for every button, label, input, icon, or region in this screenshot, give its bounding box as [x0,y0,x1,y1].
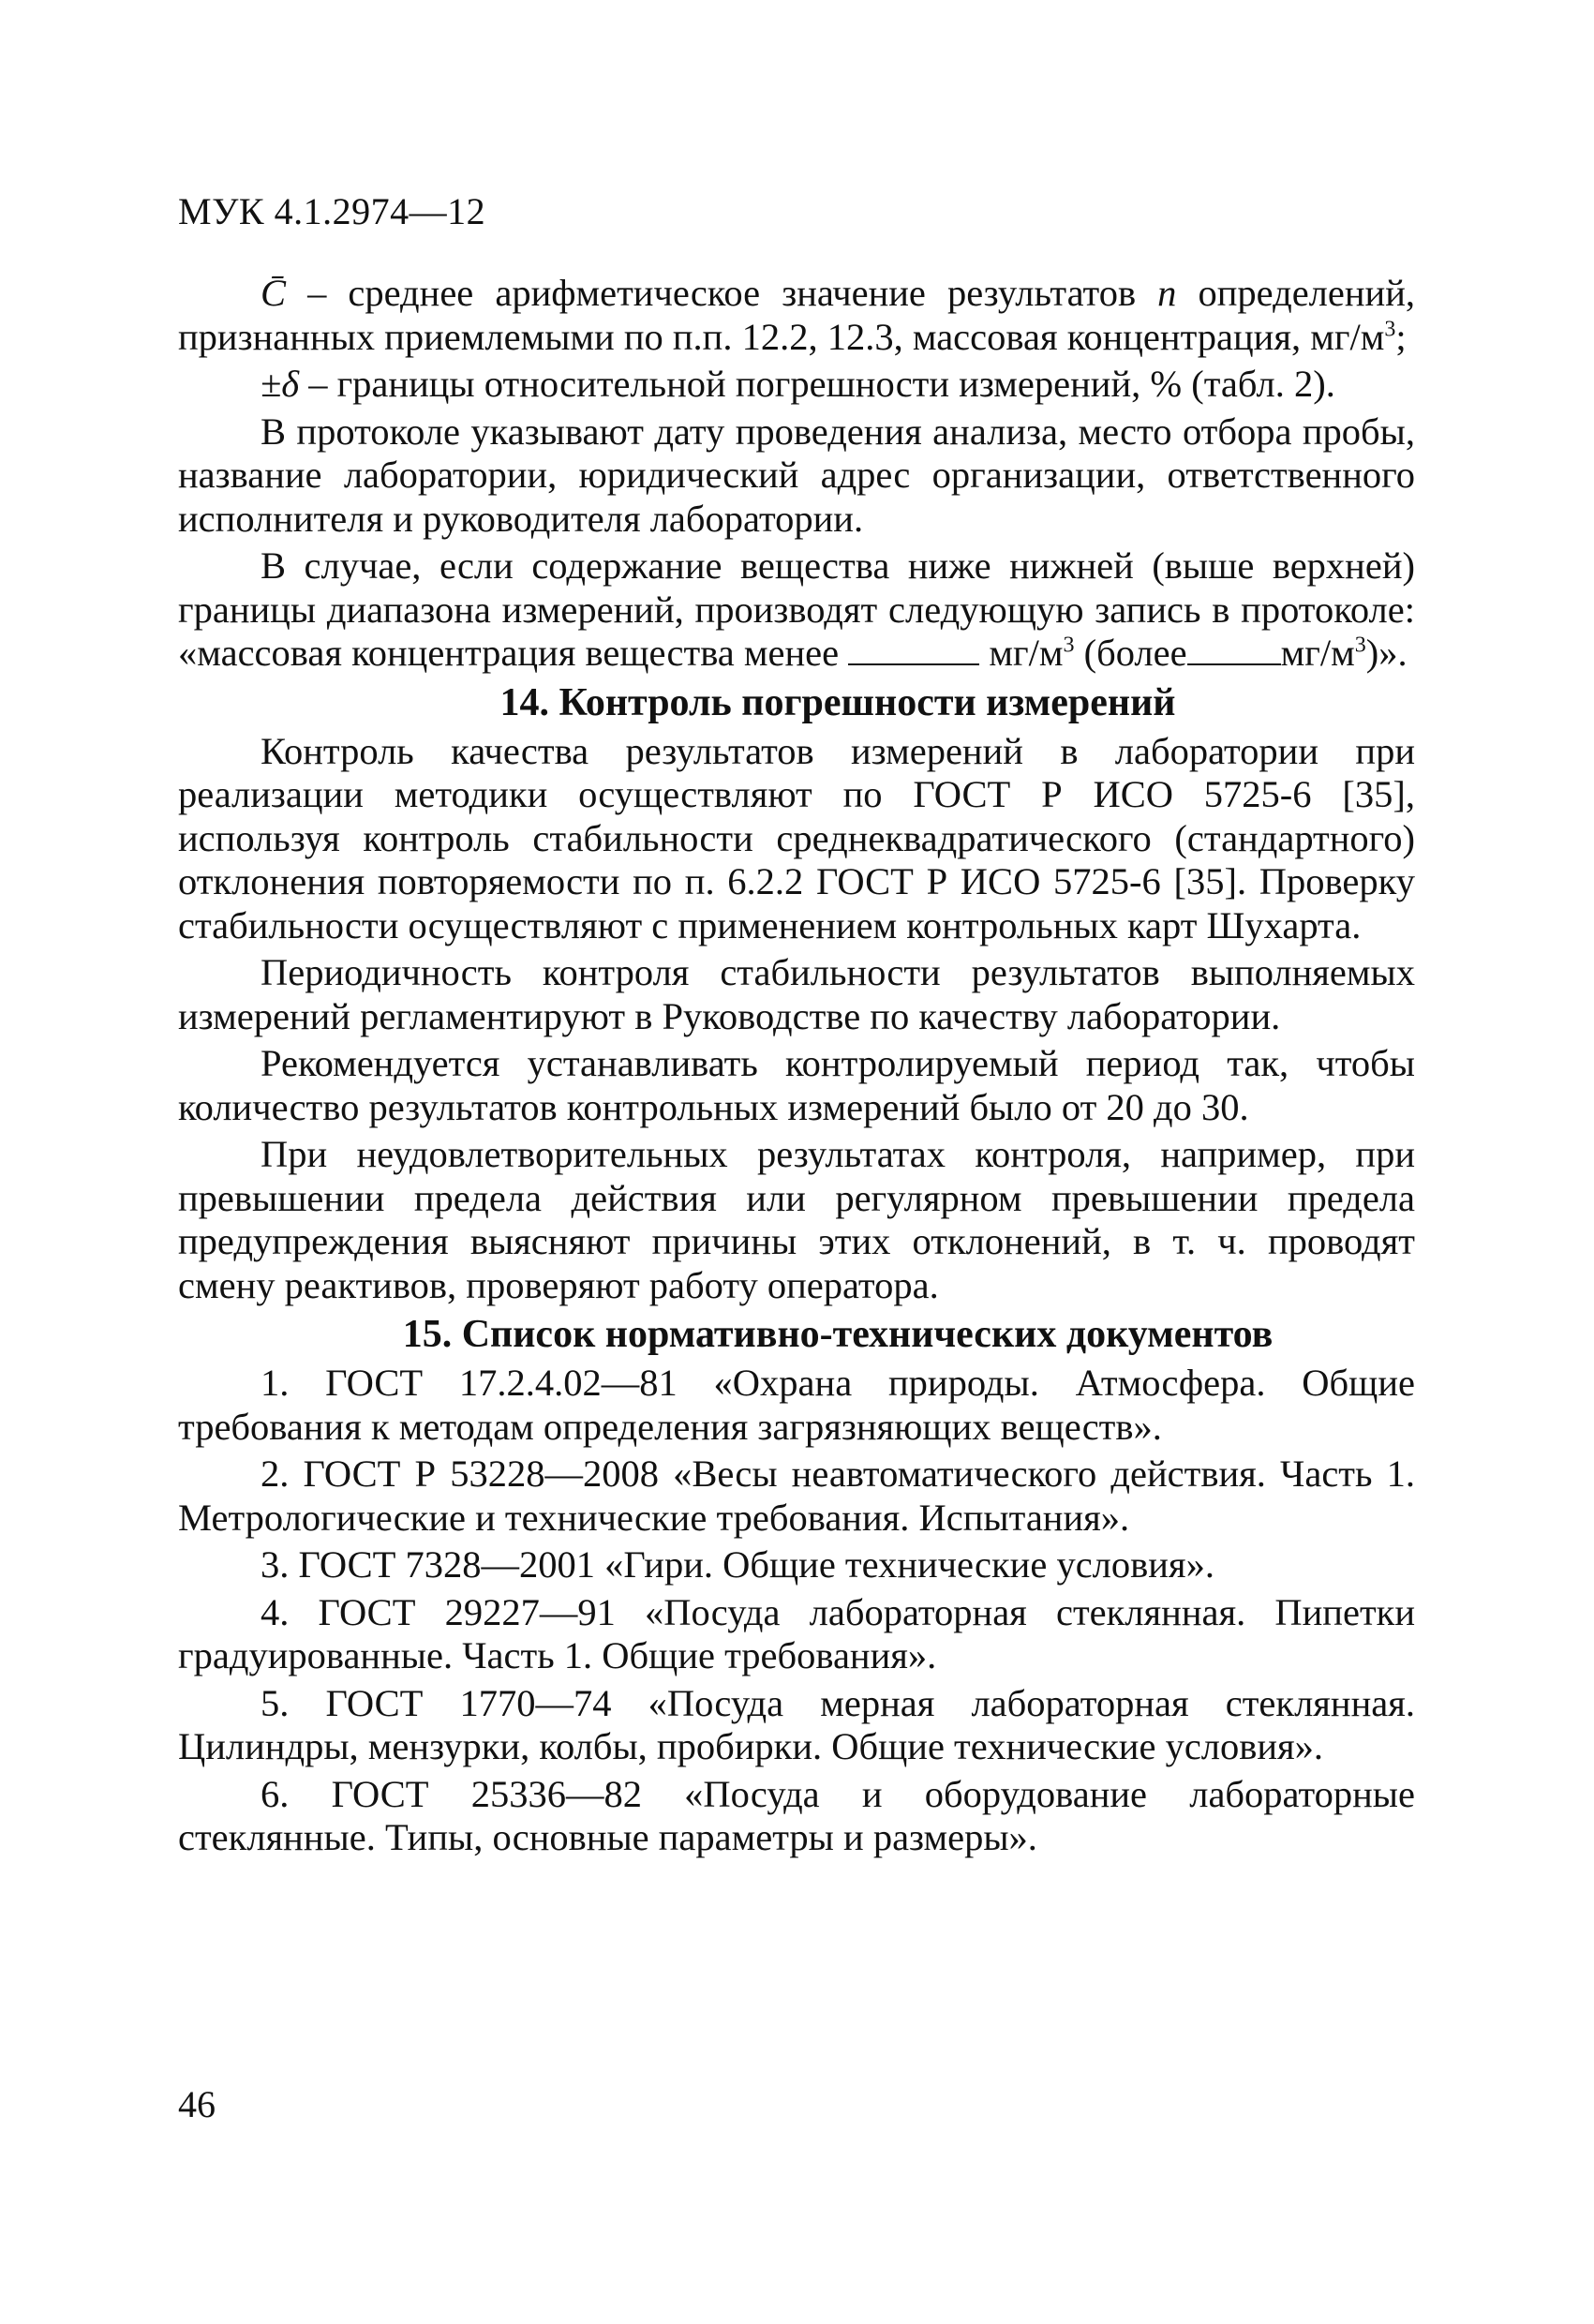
section-14-paragraph: Периодичность контроля стабильности результатов выполняемых измерений регламентируют в Руководстве по качеству лаборатории. [178,951,1415,1037]
blank-line [848,632,979,665]
blank-line [1187,632,1281,665]
symbol-c-mean: C̄ [261,272,287,314]
document-code: МУК 4.1.2974—12 [178,190,486,232]
document-body [178,272,1415,1864]
out-of-range-unit-1: мг/м [979,632,1064,674]
definition-mean-text-2: определений, признанных приемлемыми по п.п. 12.2, 12.3, массовая концентрация, мг/м [178,272,1415,358]
definition-delta [178,363,1415,407]
superscript: 3 [1354,633,1366,658]
reference-item: 3. ГОСТ 7328—2001 «Гири. Общие технические условия». [261,1543,1214,1586]
reference-item: 2. ГОСТ Р 53228—2008 «Весы неавтоматического действия. Часть 1. Метрологические и технические требования. Испытания». [178,1452,1415,1539]
section-15-title: 15. Список нормативно-технических документов [402,1313,1274,1356]
section-14-paragraph: Контроль качества результатов измерений в лаборатории при реализации методики осуществляют по ГОСТ Р ИСО 5725-6 [35], используя контроль стабильности среднеквадратического (стандартного) отклонения повторяемости по п. 6.2.2 ГОСТ Р ИСО 5725-6 [35]. Проверку стабильности осуществляют с применением контрольных карт Шухарта. [178,729,1415,946]
reference-item: 1. ГОСТ 17.2.4.02—81 «Охрана природы. Атмосфера. Общие требования к методам определения загрязняющих веществ». [178,1362,1415,1448]
definition-delta-text: – границы относительной погрешности измерений, % (табл. 2). [299,363,1335,405]
section-14-paragraph: При неудовлетворительных результатах контроля, например, при превышении предела действия или регулярном превышении предела предупреждения выясняют причины этих отклонений, в т. ч. проводят смену реактивов, проверяют работу оператора. [178,1133,1415,1306]
page-number: 46 [178,2083,216,2125]
out-of-range-unit-2: мг/м [1280,632,1355,674]
out-of-range-text-1: В случае, если содержание вещества ниже нижней (выше верхней) границы диапазона измерений, производят следующую запись в протоколе: «массовая концентрация вещества менее [178,544,1415,674]
symbol-n: n [1157,272,1177,314]
out-of-range-text-2: (более [1074,632,1187,674]
reference-item: 5. ГОСТ 1770—74 «Посуда мерная лабораторная стеклянная. Цилиндры, мензурки, колбы, пробирки. Общие технические условия». [178,1681,1415,1767]
out-of-range-end: )». [1365,632,1408,674]
superscript: 3 [1384,317,1396,341]
reference-item: 6. ГОСТ 25336—82 «Посуда и оборудование лабораторные стеклянные. Типы, основные параметры и размеры». [178,1772,1415,1858]
paragraph-out-of-range [178,544,1415,676]
paragraph-protocol: В протоколе указывают дату проведения анализа, место отбора пробы, название лаборатории, юридический адрес организации, ответственного исполнителя и руководителя лаборатории. [178,410,1415,540]
section-14-paragraph: Рекомендуется устанавливать контролируемый период так, чтобы количество результатов контрольных измерений было от 20 до 30. [178,1042,1415,1128]
superscript: 3 [1063,633,1075,658]
definition-mean-end: ; [1395,315,1407,358]
definition-mean [178,272,1415,359]
reference-item: 4. ГОСТ 29227—91 «Посуда лабораторная стеклянная. Пипетки градуированные. Часть 1. Общие требования». [178,1590,1415,1676]
symbol-delta: ±δ [261,363,300,405]
definition-mean-text-1: – среднее арифметическое значение результатов [286,272,1158,314]
section-14-title: 14. Контроль погрешности измерений [499,680,1176,724]
